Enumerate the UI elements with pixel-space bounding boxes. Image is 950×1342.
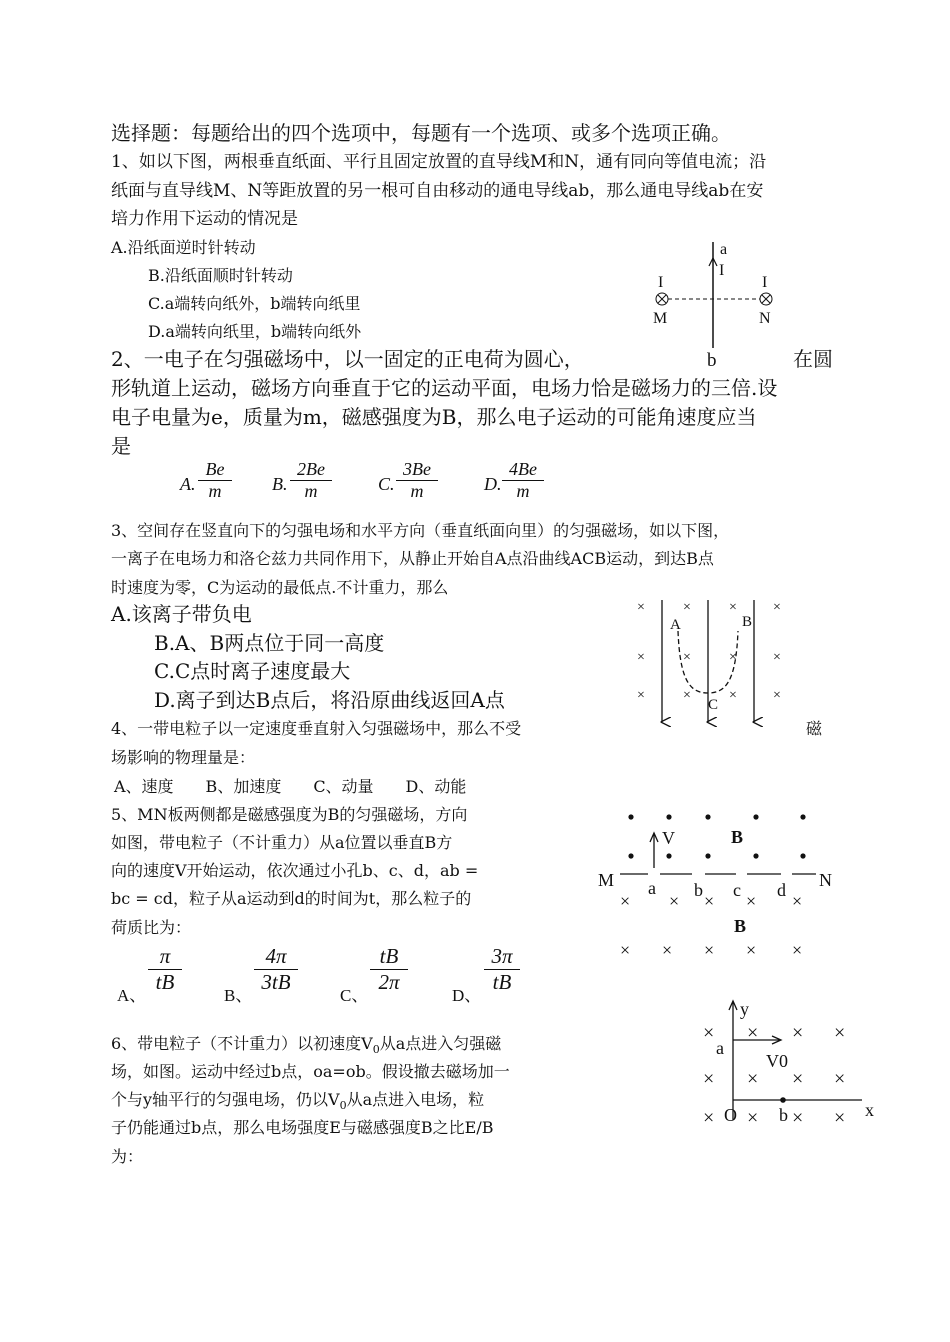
wire-n-into-page-icon xyxy=(760,293,772,305)
svg-text:×: × xyxy=(792,1068,804,1090)
q3-option-a: A.该离子带负电 xyxy=(111,602,252,626)
label-b: B xyxy=(742,614,753,630)
q6-figure xyxy=(700,996,880,1131)
q1-option-b: B.沿纸面顺时针转动 xyxy=(148,266,293,285)
q6-line-1: 6、带电粒子（不计重力）以初速度$V_0$从a点进入匀强磁 xyxy=(111,1034,502,1057)
label-b: b xyxy=(779,1105,788,1125)
q4-line-1-tail: 磁 xyxy=(806,719,823,738)
q3-line-2: 一离子在电场力和洛仑兹力共同作用下，从静止开始自A点沿曲线ACB运动，到达B点 xyxy=(111,549,714,568)
q5-line-2: 如图，带电粒子（不计重力）从a位置以垂直B方 xyxy=(111,833,453,852)
label-o: O xyxy=(724,1105,737,1125)
q3-figure xyxy=(628,596,798,731)
label-b: b xyxy=(694,880,703,900)
svg-text:×: × xyxy=(637,600,645,615)
q1-line-2: 纸面与直导线M、N等距放置的另一根可自由移动的通电导线ab，那么通电导线ab在安 xyxy=(111,181,764,201)
q3-option-d: D.离子到达B点后，将沿原曲线返回A点 xyxy=(154,688,505,712)
svg-text:×: × xyxy=(747,1022,759,1044)
svg-text:×: × xyxy=(637,650,645,665)
svg-text:×: × xyxy=(747,1107,759,1129)
svg-text:×: × xyxy=(637,688,645,703)
label-b-bottom: B xyxy=(734,916,747,936)
label-v0: V0 xyxy=(766,1051,788,1071)
q3-option-b: B.A、B两点位于同一高度 xyxy=(154,631,385,655)
label-b: b xyxy=(707,350,717,371)
svg-text:×: × xyxy=(704,891,715,911)
svg-text:×: × xyxy=(683,688,691,703)
label-y: y xyxy=(740,999,749,1019)
label-a: a xyxy=(648,878,656,898)
label-d: d xyxy=(777,880,786,900)
label-a: a xyxy=(720,241,728,258)
q6-line-5: 为： xyxy=(111,1147,144,1166)
label-c: C xyxy=(708,697,719,713)
q1-option-a: A.沿纸面逆时针转动 xyxy=(111,238,256,257)
label-v: V xyxy=(662,828,675,848)
q2-line-4: 是 xyxy=(111,434,131,458)
svg-text:×: × xyxy=(683,600,691,615)
q5-line-1: 5、MN板两侧都是磁感强度为B的匀强磁场，方向 xyxy=(111,805,468,824)
q3-option-c: C.C点时离子速度最大 xyxy=(154,659,351,683)
label-m: M xyxy=(653,310,668,327)
svg-text:×: × xyxy=(773,650,781,665)
svg-text:×: × xyxy=(834,1022,846,1044)
svg-text:×: × xyxy=(704,940,715,960)
label-a: a xyxy=(716,1038,724,1058)
svg-text:×: × xyxy=(747,1068,759,1090)
svg-text:×: × xyxy=(773,688,781,703)
q1-figure xyxy=(640,236,790,376)
svg-text:×: × xyxy=(834,1107,846,1129)
svg-text:×: × xyxy=(729,600,737,615)
point-b xyxy=(780,1097,786,1103)
label-i-left: I xyxy=(658,274,664,291)
label-n: N xyxy=(759,310,771,327)
svg-text:×: × xyxy=(834,1068,846,1090)
q5-line-5: 荷质比为： xyxy=(111,918,192,937)
label-b-top: B xyxy=(731,827,744,847)
q2-line-1: 2、一电子在匀强磁场中，以一固定的正电荷为圆心， xyxy=(111,347,584,371)
magnetic-field-crosses xyxy=(637,600,781,703)
svg-text:×: × xyxy=(746,891,757,911)
svg-text:×: × xyxy=(662,940,673,960)
q1-option-c: C.a端转向纸外，b端转向纸里 xyxy=(148,294,361,313)
q6-line-3: 个与y轴平行的匀强电场，仍以$V_0$从a点进入电场，粒 xyxy=(111,1090,485,1113)
svg-text:×: × xyxy=(746,940,757,960)
q5-figure xyxy=(596,806,841,966)
label-i-right: I xyxy=(762,274,768,291)
wire-m-into-page-icon xyxy=(656,293,668,305)
q4-options: A、速度 B、加速度 C、动量 D、动能 xyxy=(114,777,467,796)
q6-line-2: 场，如图。运动中经过b点，oa=ob。假设撤去磁场加一 xyxy=(111,1062,510,1081)
q4-line-2: 场影响的物理量是： xyxy=(111,748,256,767)
q1-line-3: 培力作用下运动的情况是 xyxy=(111,209,298,229)
q2-line-3: 电子电量为e，质量为m，磁感强度为B，那么电子运动的可能角速度应当 xyxy=(111,405,757,429)
label-n: N xyxy=(819,870,832,890)
q3-line-3: 时速度为零，C为运动的最低点.不计重力，那么 xyxy=(111,578,449,597)
label-m: M xyxy=(598,870,615,890)
svg-text:×: × xyxy=(792,891,803,911)
q6-line-4: 子仍能通过b点，那么电场强度E与磁感强度B之比E/B xyxy=(111,1118,494,1137)
svg-text:×: × xyxy=(683,650,691,665)
q5-line-3: 向的速度V开始运动，依次通过小孔b、c、d，ab = xyxy=(111,861,479,880)
q4-line-1: 4、一带电粒子以一定速度垂直射入匀强磁场中，那么不受 xyxy=(111,719,522,738)
q1-option-d: D.a端转向纸里，b端转向纸外 xyxy=(148,322,362,341)
label-a: A xyxy=(670,617,681,633)
svg-text:×: × xyxy=(773,600,781,615)
svg-text:×: × xyxy=(620,891,631,911)
label-i-top: I xyxy=(719,262,725,279)
svg-text:×: × xyxy=(792,940,803,960)
label-c: c xyxy=(733,880,741,900)
svg-text:×: × xyxy=(729,650,737,665)
q1-line-1: 1、如以下图，两根垂直纸面、平行且固定放置的直导线M和N，通有同向等值电流；沿 xyxy=(111,152,767,172)
q2-line-2: 形轨道上运动，磁场方向垂直于它的运动平面，电场力恰是磁场力的三倍.设 xyxy=(111,376,778,400)
svg-text:×: × xyxy=(792,1107,804,1129)
field-crosses-into-page xyxy=(620,891,802,960)
svg-text:×: × xyxy=(729,688,737,703)
svg-text:×: × xyxy=(669,891,680,911)
q5-line-4: bc = cd，粒子从a运动到d的时间为t，那么粒子的 xyxy=(111,889,472,908)
svg-text:×: × xyxy=(703,1022,715,1044)
label-x: x xyxy=(865,1100,874,1120)
svg-text:×: × xyxy=(703,1107,715,1129)
section-header: 选择题：每题给出的四个选项中，每题有一个选项、或多个选项正确。 xyxy=(111,121,731,145)
svg-text:×: × xyxy=(792,1022,804,1044)
svg-text:×: × xyxy=(703,1068,715,1090)
q2-line-1-tail: 在圆 xyxy=(793,347,833,371)
svg-text:×: × xyxy=(620,940,631,960)
q3-line-1: 3、空间存在竖直向下的匀强电场和水平方向（垂直纸面向里）的匀强磁场，如以下图， xyxy=(111,521,730,540)
